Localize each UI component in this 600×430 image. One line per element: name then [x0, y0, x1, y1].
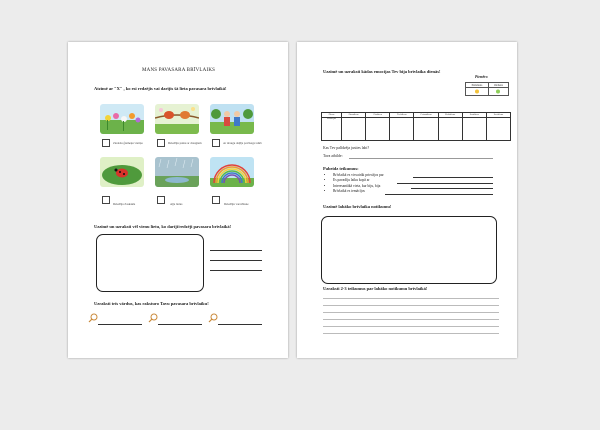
writing-line[interactable]: [323, 326, 499, 327]
checkbox-birds[interactable]: [157, 139, 165, 147]
answer-line-3[interactable]: [210, 270, 262, 271]
checkbox-rainbow[interactable]: [212, 196, 220, 204]
legend-table: [465, 82, 509, 96]
magnifier-icon: [208, 313, 218, 323]
sun-icon: [474, 89, 480, 94]
caption-friends: Ar draugu daļāja pavāsaga taikā: [223, 141, 262, 145]
completion-title: Pabeidz teikumus:: [323, 166, 359, 171]
table-cell[interactable]: [414, 118, 438, 141]
table-header: Sestdiena: [462, 113, 486, 118]
table-header: Svētdiena: [486, 113, 510, 118]
word-line-2[interactable]: [158, 324, 202, 325]
worksheet-page-1: [68, 42, 288, 358]
drawing-box-1[interactable]: [96, 234, 204, 292]
smiley-icon: [495, 89, 501, 94]
page1-question-1: Atzīmē ar "X" , ko esi redzējis vai darījis šā lieta pavasara brīvlaikā!: [94, 86, 227, 91]
writing-line[interactable]: [323, 319, 499, 320]
answer-line[interactable]: [349, 158, 493, 159]
writing-line[interactable]: [323, 305, 499, 306]
page2-question-3: Uzraksti 2-3 teikumus par labāko notikumu brīvlaikā!: [323, 286, 428, 291]
list-item: • Interesantākā vieta, kur biju, bija: [333, 184, 384, 189]
writing-line[interactable]: [323, 333, 499, 334]
magnifier-icon: [88, 313, 98, 323]
answer-line-1[interactable]: [210, 250, 262, 251]
table-header: Ceturtdiena: [414, 113, 438, 118]
emotions-table: [321, 112, 511, 141]
answer-line-2[interactable]: [210, 260, 262, 261]
drawing-box-2[interactable]: [321, 216, 497, 284]
table-cell[interactable]: [486, 118, 510, 141]
sentence-list: [325, 173, 384, 195]
list-item: • Brīvlaikā es iemācījos: [333, 189, 384, 194]
caption-rain: Aļļa lietus: [170, 202, 183, 206]
table-cell[interactable]: [438, 118, 462, 141]
page2-question-2: Uzzīmē labāko brīvlaika notikumu!: [323, 204, 392, 209]
table-header: Piektdiena: [438, 113, 462, 118]
list-item: • Brīvlaikā es visvairāk priecājos par: [333, 173, 384, 178]
fill-line[interactable]: [413, 177, 493, 178]
table-cell[interactable]: [462, 118, 486, 141]
picture-rain: [155, 157, 199, 187]
picture-birds: [155, 104, 199, 134]
table-header: Otrdiena: [366, 113, 390, 118]
page2-question-1: Uzzīmē un uzraksti kādas emocijas Tev bija brīvlaika dienās!: [323, 69, 441, 74]
table-header: Pirmdiena: [342, 113, 366, 118]
fill-line[interactable]: [397, 183, 493, 184]
caption-rainbow: Dziedāju varavīksne: [224, 202, 249, 206]
page1-question-3: Uzraksti trīs vārdus, kas raksturo Tavu pavasara brīvlaiku!: [94, 301, 209, 306]
row-question: Kas Tev palīdzēja justies labi?: [323, 146, 370, 150]
word-line-3[interactable]: [218, 324, 262, 325]
list-item: • Es pavadīju laiku kopā ar: [333, 178, 384, 183]
table-header: Trešdiena: [390, 113, 414, 118]
writing-line[interactable]: [323, 298, 499, 299]
page1-question-2: Uzzīmē un uzraksti vēl vienu lietu, ko darīji/redzēji pavasara brīvlaikā!: [94, 224, 232, 229]
table-cell[interactable]: [366, 118, 390, 141]
table-header: Diena: [322, 113, 342, 118]
checkbox-ladybug[interactable]: [102, 196, 110, 204]
word-line-1[interactable]: [98, 324, 142, 325]
checkbox-flowers[interactable]: [102, 139, 110, 147]
caption-birds: Dziedāju putnu ar draugiem: [168, 141, 202, 145]
fill-line[interactable]: [411, 188, 493, 189]
fill-line[interactable]: [385, 194, 493, 195]
table-row-label: Emocijas: [322, 118, 342, 141]
checkbox-rain[interactable]: [157, 196, 165, 204]
page1-title: MANS PAVASARA BRĪVLAIKS: [142, 68, 216, 73]
legend-header: Otrdiena: [488, 83, 508, 88]
caption-flowers: Ziedošu ģiemeņu vietiņa: [113, 141, 143, 145]
legend-title: Piemērs:: [475, 75, 489, 79]
picture-ladybug: [100, 157, 144, 187]
caption-ladybug: Dziedāja Zaskakla: [113, 202, 136, 206]
writing-line[interactable]: [323, 312, 499, 313]
picture-rainbow: [210, 157, 254, 187]
worksheet-page-2: [297, 42, 517, 358]
magnifier-icon: [148, 313, 158, 323]
table-cell[interactable]: [390, 118, 414, 141]
answer-label: Tava atbilde:: [323, 154, 343, 158]
picture-friends: [210, 104, 254, 134]
checkbox-friends[interactable]: [212, 139, 220, 147]
legend-header: Pirmdiena: [466, 83, 489, 88]
table-cell[interactable]: [342, 118, 366, 141]
picture-flowers: [100, 104, 144, 134]
